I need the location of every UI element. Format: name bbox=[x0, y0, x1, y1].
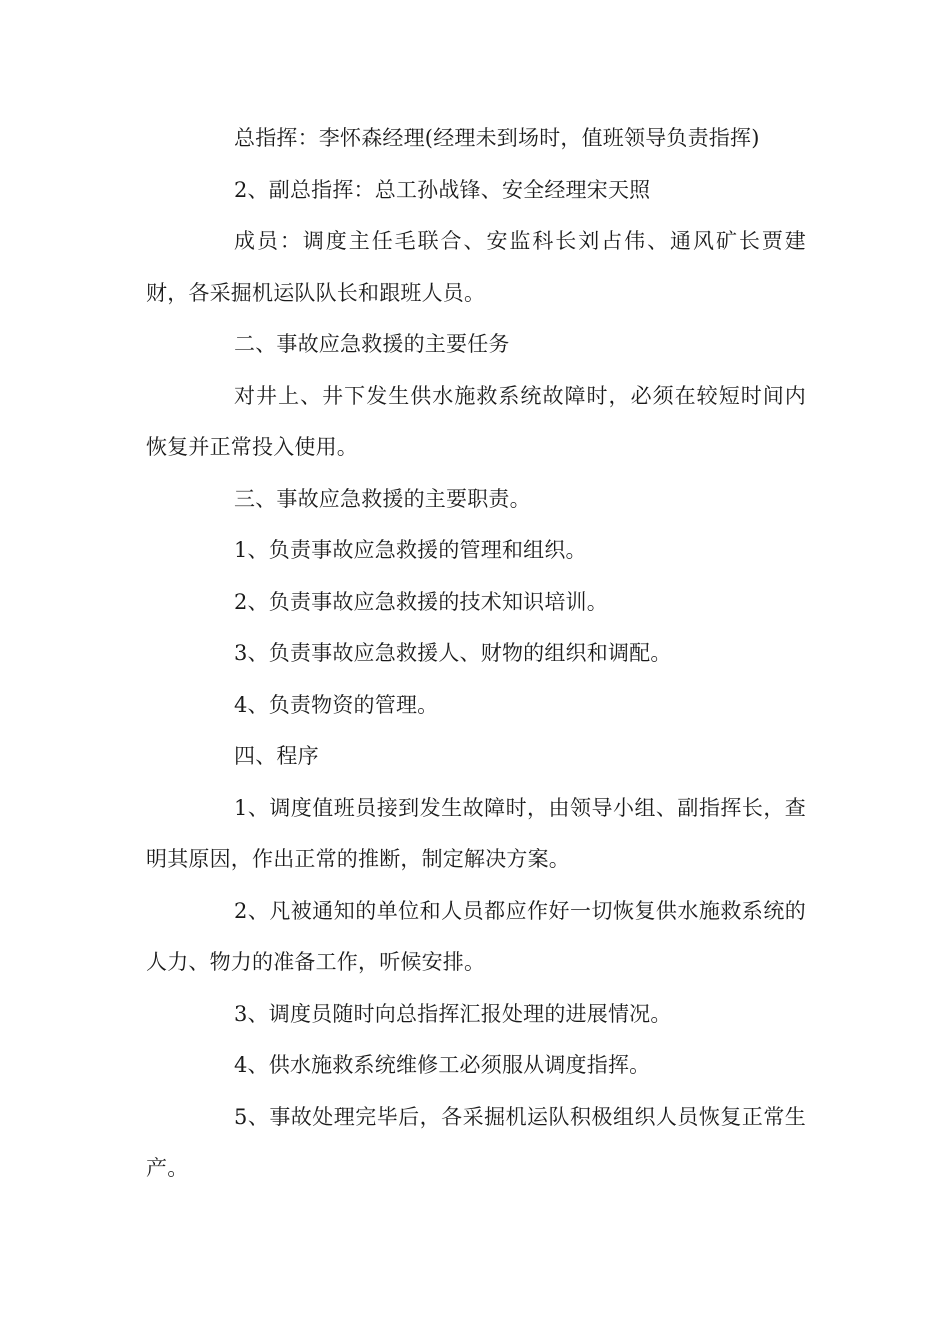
list-item-duty-4: 4、负责物资的管理。 bbox=[234, 692, 439, 717]
list-item-duty-2: 2、负责事故应急救援的技术知识培训。 bbox=[234, 589, 608, 614]
section-heading-main-duties: 三、事故应急救援的主要职责。 bbox=[234, 486, 531, 511]
paragraph-commander: 总指挥：李怀森经理(经理未到场时，值班领导负责指挥) bbox=[234, 126, 760, 150]
list-item-procedure-3: 3、调度员随时向总指挥汇报处理的进展情况。 bbox=[234, 1001, 672, 1026]
paragraph-deputy-commander: 2、副总指挥：总工孙战锋、安全经理宋天照 bbox=[234, 177, 651, 202]
section-heading-main-tasks: 二、事故应急救援的主要任务 bbox=[234, 332, 510, 356]
list-item-procedure-2: 2、凡被通知的单位和人员都应作好一切恢复供水施救系统的人力、物力的准备工作，听候安排。 bbox=[146, 898, 806, 974]
list-item-procedure-5: 5、事故处理完毕后，各采掘机运队积极组织人员恢复正常生产。 bbox=[146, 1104, 806, 1180]
section-heading-procedure: 四、程序 bbox=[234, 744, 319, 768]
list-item-procedure-4: 4、供水施救系统维修工必须服从调度指挥。 bbox=[234, 1053, 651, 1077]
paragraph-main-tasks: 对井上、井下发生供水施救系统故障时，必须在较短时间内恢复并正常投入使用。 bbox=[146, 383, 806, 459]
list-item-duty-1: 1、负责事故应急救援的管理和组织。 bbox=[234, 538, 587, 562]
list-item-duty-3: 3、负责事故应急救援人、财物的组织和调配。 bbox=[234, 641, 672, 665]
document-body bbox=[146, 113, 806, 1195]
list-item-procedure-1: 1、调度值班员接到发生故障时，由领导小组、副指挥长，查明其原因，作出正常的推断，制定解决方案。 bbox=[146, 795, 806, 871]
paragraph-members: 成员：调度主任毛联合、安监科长刘占伟、通风矿长贾建财，各采掘机运队队长和跟班人员。 bbox=[146, 229, 806, 305]
